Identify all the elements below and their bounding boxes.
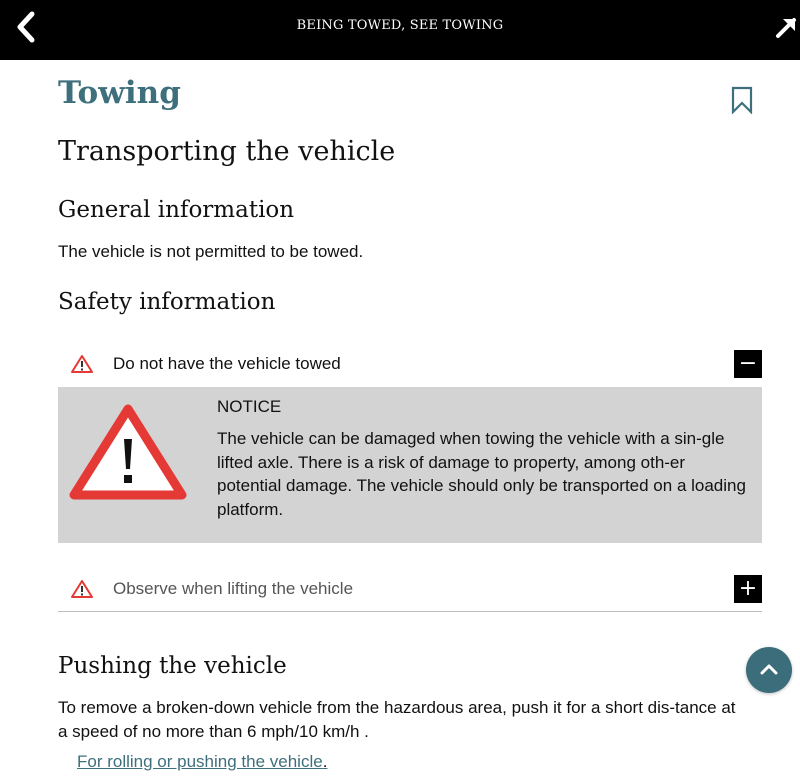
expand-button[interactable]: + [734, 575, 762, 603]
share-icon[interactable] [774, 14, 800, 40]
pushing-text: To remove a broken-down vehicle from the hazardous area, push it for a short dis-tance at a speed of no more than 6 mph/10 km/h . [58, 698, 736, 741]
warning-icon [70, 354, 94, 374]
section-title: Towing [58, 75, 181, 111]
warning-icon [70, 579, 94, 599]
collapse-button[interactable]: − [734, 350, 762, 378]
article-content [0, 60, 800, 782]
bookmark-icon[interactable] [731, 86, 753, 114]
warning-icon [68, 403, 188, 503]
link-suffix: . [322, 752, 328, 771]
notice-text: The vehicle can be damaged when towing the vehicle with a sin-gle lifted axle. There is a risk of damage to property, among oth-er potential damage. The vehicle should only be transported on a loading platform. [217, 429, 746, 519]
rolling-pushing-link[interactable] [77, 752, 327, 772]
general-information-heading: General information [58, 197, 295, 223]
link-text[interactable]: For rolling or pushing the vehicle [77, 752, 323, 771]
safety-information-heading: Safety information [58, 289, 276, 315]
divider [58, 611, 762, 612]
accordion-label: Do not have the vehicle towed [113, 354, 341, 373]
notice-heading: NOTICE [217, 397, 282, 416]
scroll-to-top-button[interactable] [746, 647, 792, 693]
accordion-lifting[interactable] [58, 569, 762, 609]
notice-panel [58, 387, 762, 543]
general-information-text: The vehicle is not permitted to be towed. [58, 242, 364, 261]
chevron-up-icon [757, 658, 781, 682]
topbar-title: BEING TOWED, SEE TOWING [296, 18, 504, 33]
pushing-heading: Pushing the vehicle [58, 653, 287, 679]
top-bar [0, 0, 800, 60]
accordion-do-not-tow[interactable] [58, 344, 762, 384]
accordion-label: Observe when lifting the vehicle [113, 579, 354, 598]
page-title: Transporting the vehicle [58, 136, 396, 167]
